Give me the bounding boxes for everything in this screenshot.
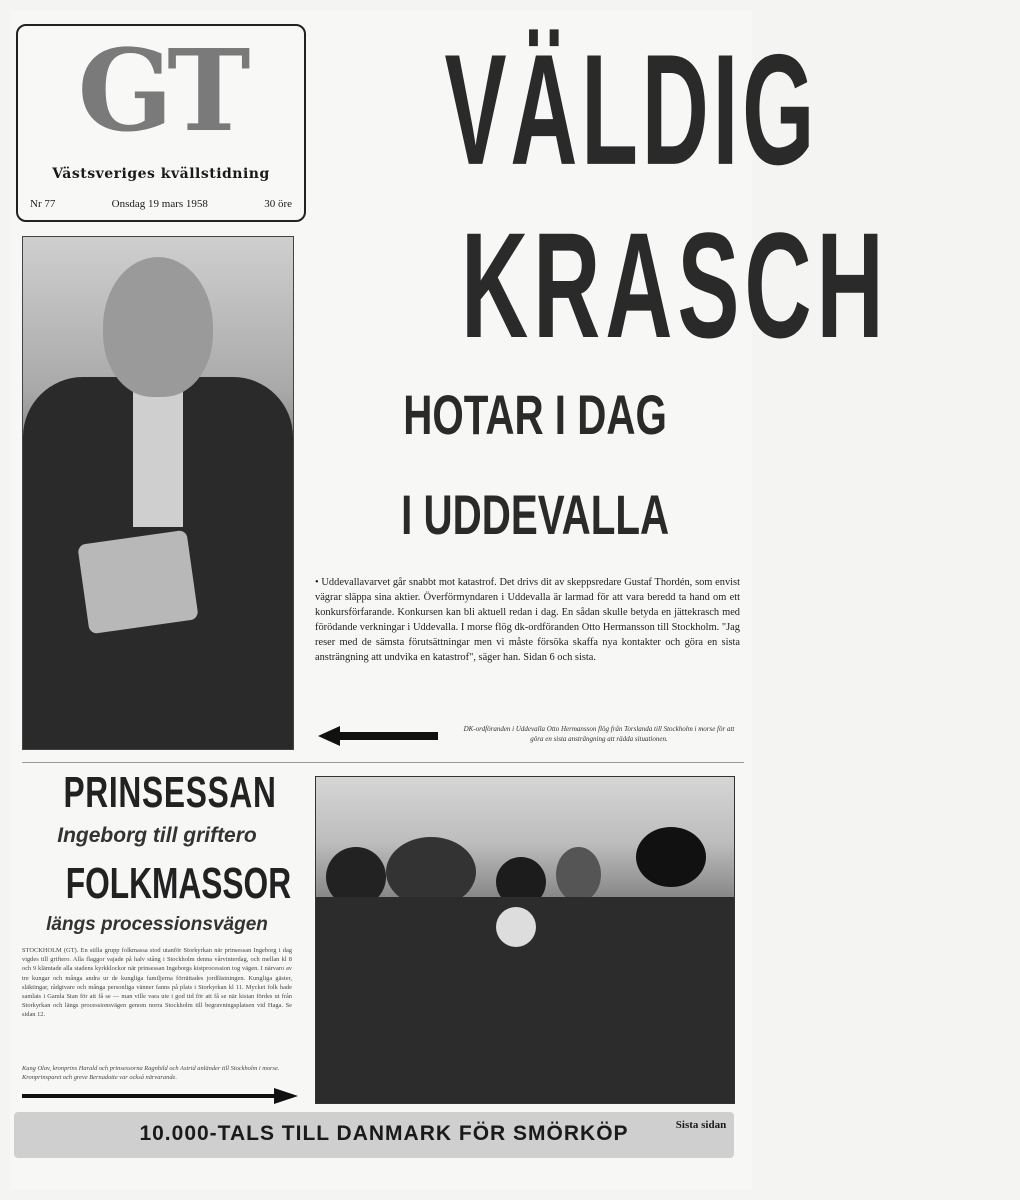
issue-number: Nr 77	[30, 198, 56, 210]
story-subheadline-processionsvagen: längs processionsvägen	[46, 914, 268, 935]
masthead	[16, 24, 306, 222]
banner-headline: 10.000-TALS TILL DANMARK FÖR SMÖRKÖP	[139, 1122, 629, 1145]
gt-logo: GT	[77, 26, 245, 157]
newspaper-front-page	[10, 10, 889, 1190]
arrow-left-icon	[318, 726, 438, 746]
lead-photo-caption: DK-ordföranden i Uddevalla Otto Hermansson flög från Torslanda till Stockholm i morse för att göra en sista ansträngning att rädda situationen.	[463, 725, 735, 743]
story-headline-prinsessan: PRINSESSAN	[63, 768, 277, 817]
procession-photo	[315, 776, 735, 1104]
headline-line-3: HOTAR I DAG	[403, 383, 667, 446]
section-divider	[22, 762, 744, 763]
second-story-body: STOCKHOLM (GT). En stilla grupp folkmassa stod utanför Storkyrkan när prinsessan Ingeborg i dag vigdes till griftero. Alla flaggor vajade på halv stång i Stockholm denna vårvinterdag, och mellan kl 8 och 9 klämtade alla stadens kyrkklockor när prinsessan Ingeborgs kistprocession tog vägen. I närvaro av tre kungar och många andra ur de kungliga familjerna förrättades jordfästningen. Kungliga gäster, släktingar, rådgivare och många personliga vänner fanns på plats i Storkyrkan kl 11. Mycket folk hade samlats i Gamla Stan för att få se — man ville vara ute i god tid för att få se när kistan fördes ut från Storkyrkan och längs processionsvägen genom norra Stockholm till begravningsplatsen vid Haga. Se sidan 12.	[22, 947, 292, 1019]
banner-page-reference: Sista sidan	[675, 1119, 727, 1131]
bottom-banner	[14, 1112, 734, 1158]
lead-article-text: • Uddevallavarvet går snabbt mot katastrof. Det drivs dit av skeppsredare Gustaf Thordén, som envist vägrar släppa sina aktier. Överförmyndaren i Uddevalla är larmad för att vara beredd ta hand om ett konkursförfarande. Konkursen kan bli aktuell redan i dag. En sådan skulle betyda en jättekrasch med förödande verkningar i Uddevalla. I morse flög dk-ordföranden Otto Hermansson till Stockholm. "Jag reser med de sämsta förutsättningar men vi måste försöka skaffa nya kontakter och göra en sista ansträngning att undvika en katastrof", säger han. Sidan 6 och sista.	[315, 577, 740, 663]
headline-line-1: VÄLDIG	[444, 21, 819, 198]
issue-date: Onsdag 19 mars 1958	[111, 198, 208, 210]
masthead-tagline: Västsveriges kvällstidning	[52, 166, 270, 182]
portrait-photo	[22, 236, 294, 750]
headline-line-2: KRASCH	[461, 201, 889, 369]
issue-price: 30 öre	[264, 198, 292, 210]
arrow-right-icon	[22, 1088, 298, 1104]
second-story-photo-caption: Kung Olav, kronprins Harald och prinsessorna Ragnhild och Astrid anländer till Stockholm i morse. Kronprinsparet och greve Bernadotte var också närvarande.	[22, 1065, 280, 1081]
headline-line-4: I UDDEVALLA	[400, 483, 670, 546]
story-subheadline-ingeborg: Ingeborg till griftero	[57, 824, 257, 847]
story-headline-folkmassor: FOLKMASSOR	[65, 859, 292, 908]
issue-info	[30, 198, 292, 210]
